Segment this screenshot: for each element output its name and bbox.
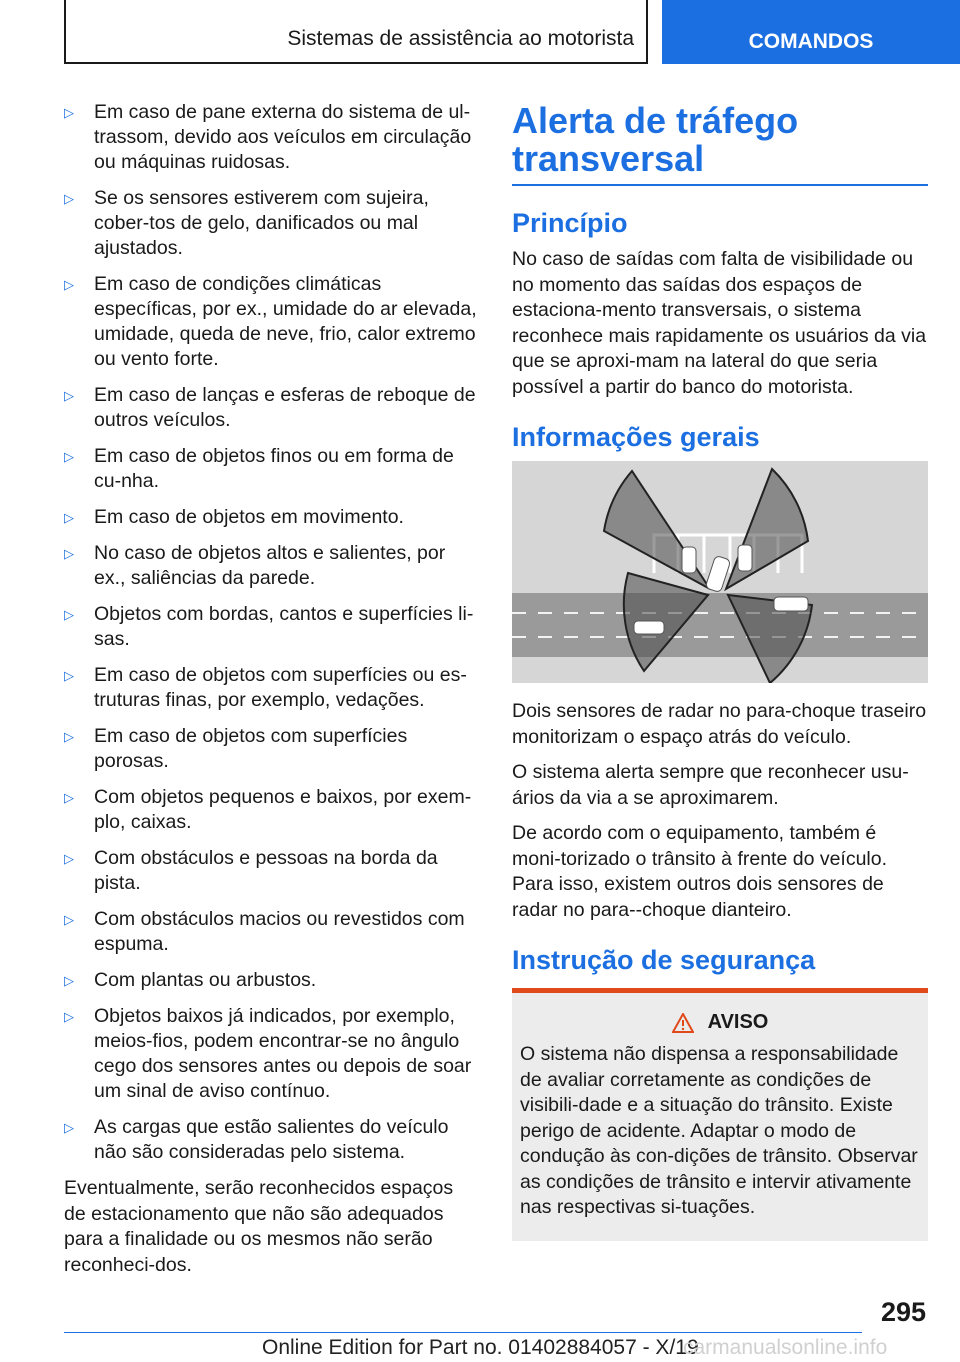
- list-item-text: Em caso de pane externa do sistema de ul-trassom, devido aos veículos em circulação ou máquinas ruidosas.: [94, 101, 472, 173]
- heading-safety: Instrução de segurança: [512, 945, 816, 975]
- bullet-triangle-icon: ▷: [64, 510, 74, 525]
- bullet-triangle-icon: ▷: [64, 607, 74, 622]
- bullet-triangle-icon: ▷: [64, 546, 74, 561]
- bullet-triangle-icon: ▷: [64, 105, 74, 120]
- warning-text: O sistema não dispensa a responsabilidade de avaliar corretamente as condições de visibili-dade e a situação do trânsito. Existe perigo de acidente. Adaptar o modo de condução às con-dições de trânsito. Observar as condições de trânsito e intervir ativamente nas respectivas si-tuações.: [520, 1043, 918, 1218]
- left-column: [64, 100, 478, 1288]
- list-item-text: Em caso de objetos finos ou em forma de cu-nha.: [94, 445, 454, 492]
- general-paragraph-2: O sistema alerta sempre que reconhecer usu-ários da via a se aproximarem.: [512, 761, 909, 809]
- list-item: [64, 907, 478, 957]
- heading-general-info: Informações gerais: [512, 422, 760, 452]
- list-item-text: As cargas que estão salientes do veículo não são consideradas pelo sistema.: [94, 1116, 449, 1163]
- list-item-text: Em caso de objetos com superfícies ou es-truturas finas, por exemplo, vedações.: [94, 664, 467, 711]
- list-item: [64, 505, 478, 530]
- bullet-triangle-icon: ▷: [64, 449, 74, 464]
- list-item-text: Em caso de condições climáticas específicas, por ex., umidade do ar elevada, umidade, queda de neve, frio, calor extremo ou vento forte.: [94, 273, 477, 370]
- warning-box: [512, 988, 928, 1241]
- warning-title: AVISO: [707, 1011, 769, 1033]
- general-paragraph-3: De acordo com o equipamento, também é moni-torizado o trânsito à frente do veículo. Para isso, existem outros dois sensores de radar no para--choque dianteiro.: [512, 822, 888, 921]
- list-item-text: Com plantas ou arbustos.: [94, 969, 317, 991]
- heading-principle: Princípio: [512, 208, 628, 238]
- bullet-triangle-icon: ▷: [64, 388, 74, 403]
- bullet-triangle-icon: ▷: [64, 912, 74, 927]
- list-item: [64, 785, 478, 835]
- list-item: [64, 1004, 478, 1104]
- list-item-text: No caso de objetos altos e salientes, por ex., saliências da parede.: [94, 542, 446, 589]
- warning-triangle-icon: [672, 1013, 694, 1033]
- limitations-list: [64, 100, 478, 1165]
- bullet-triangle-icon: ▷: [64, 973, 74, 988]
- footer-watermark: carmanualsonline.info: [683, 1336, 888, 1359]
- page-number: 295: [880, 1297, 926, 1327]
- section-title: Sistemas de assistência ao motorista: [287, 27, 634, 50]
- principle-paragraph: No caso de saídas com falta de visibilidade ou no momento das saídas dos espaços de estaciona-mento transversais, o sistema reconhece mais rapidamente os usuários da via que se aproxi-mam na lateral do que seria possível a partir do banco do motorista.: [512, 248, 927, 398]
- list-item: [64, 444, 478, 494]
- list-item-text: Com obstáculos macios ou revestidos com espuma.: [94, 908, 465, 955]
- list-item: [64, 968, 478, 993]
- list-item: [64, 602, 478, 652]
- list-item-text: Com obstáculos e pessoas na borda da pista.: [94, 847, 438, 894]
- road: [512, 593, 928, 657]
- list-item-text: Objetos com bordas, cantos e superfícies li-sas.: [94, 603, 474, 650]
- page-title: Alerta de tráfego transversal: [512, 102, 928, 186]
- list-item: [64, 100, 478, 175]
- list-item: [64, 272, 478, 372]
- bullet-triangle-icon: ▷: [64, 668, 74, 683]
- page-header: [0, 0, 960, 66]
- list-item-text: Em caso de objetos com superfícies porosas.: [94, 725, 408, 772]
- list-item-text: Em caso de lanças e esferas de reboque de outros veículos.: [94, 384, 476, 431]
- closing-paragraph: Eventualmente, serão reconhecidos espaços de estacionamento que não são adequados para a finalidade ou os mesmos não serão reconheci-dos.: [64, 1177, 454, 1276]
- warning-header: [520, 1011, 920, 1034]
- general-paragraph-1: Dois sensores de radar no para-choque traseiro monitorizam o espaço atrás do veículo.: [512, 700, 927, 748]
- bullet-triangle-icon: ▷: [64, 1009, 74, 1024]
- bullet-triangle-icon: ▷: [64, 790, 74, 805]
- list-item: [64, 383, 478, 433]
- list-item: [64, 846, 478, 896]
- bullet-triangle-icon: ▷: [64, 1120, 74, 1135]
- bullet-triangle-icon: ▷: [64, 729, 74, 744]
- list-item: [64, 186, 478, 261]
- list-item: [64, 663, 478, 713]
- list-item-text: Se os sensores estiverem com sujeira, cober-tos de gelo, danificados ou mal ajustados.: [94, 187, 429, 259]
- cross-traffic-illustration: [512, 461, 928, 683]
- list-item-text: Em caso de objetos em movimento.: [94, 506, 404, 528]
- list-item-text: Objetos baixos já indicados, por exemplo, meios-fios, podem encontrar-se no ângulo cego dos sensores antes ou depois de soar um sinal de aviso contínuo.: [94, 1005, 472, 1102]
- right-column: [512, 100, 928, 1241]
- footer-edition: Online Edition for Part no. 01402884057 - X/19: [262, 1336, 699, 1359]
- section-header-box: [64, 0, 648, 64]
- list-item: [64, 541, 478, 591]
- footer-divider: [64, 1332, 862, 1333]
- list-item: [64, 1115, 478, 1165]
- bullet-triangle-icon: ▷: [64, 191, 74, 206]
- chapter-tab: COMANDOS: [662, 0, 960, 64]
- bullet-triangle-icon: ▷: [64, 851, 74, 866]
- list-item-text: Com objetos pequenos e baixos, por exem-plo, caixas.: [94, 786, 472, 833]
- list-item: [64, 724, 478, 774]
- bullet-triangle-icon: ▷: [64, 277, 74, 292]
